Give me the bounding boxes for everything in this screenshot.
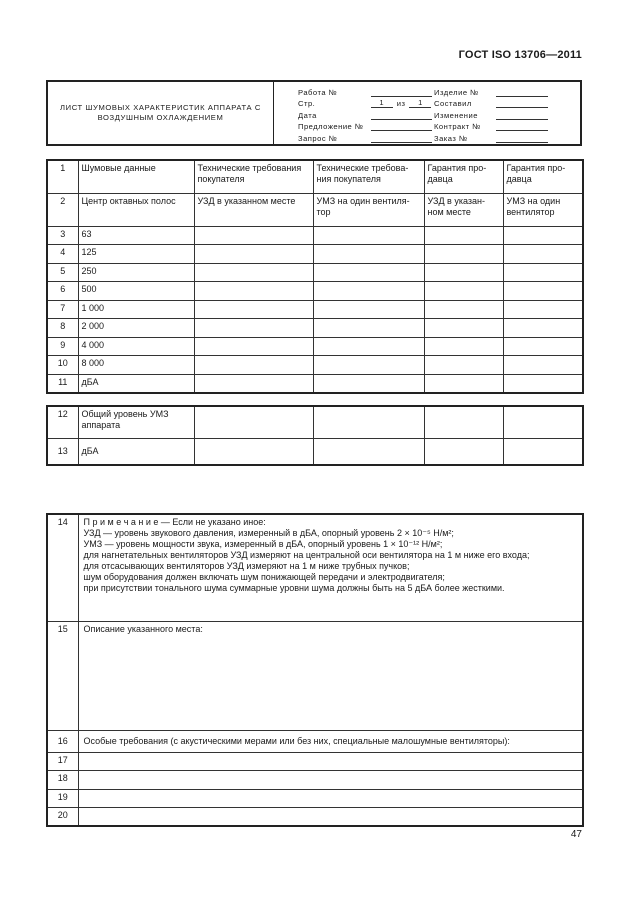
table-subheader-row: 2 Центр октавных полос УЗД в указанном месте УМЗ на один вентиля-тор УЗД в указан-ном месте УМЗ на один вентилятор xyxy=(47,193,583,226)
field-work-no: Работа № xyxy=(298,85,432,97)
empty-cell[interactable] xyxy=(194,438,313,465)
empty-cell[interactable] xyxy=(424,406,503,438)
empty-cell[interactable] xyxy=(313,374,424,393)
table-row: 9 4 000 xyxy=(47,337,583,356)
empty-cell[interactable] xyxy=(194,226,313,245)
octave-rows xyxy=(47,226,583,393)
standard-designation: ГОСТ ISO 13706—2011 xyxy=(458,49,582,61)
field-order-no: Заказ № xyxy=(434,131,580,143)
empty-cell[interactable] xyxy=(78,752,583,771)
empty-cell[interactable] xyxy=(194,263,313,282)
field-date: Дата xyxy=(298,108,432,120)
empty-cell[interactable] xyxy=(503,337,583,356)
empty-cell[interactable] xyxy=(194,300,313,319)
empty-cell[interactable] xyxy=(424,319,503,338)
empty-cell[interactable] xyxy=(78,771,583,790)
empty-cell[interactable] xyxy=(194,374,313,393)
field-contract-no: Контракт № xyxy=(434,120,580,132)
field-page: Стр. 1 из 1 xyxy=(298,97,432,109)
location-description-row: 15 Описание указанного места: xyxy=(47,621,583,730)
table-row: 6 500 xyxy=(47,282,583,301)
empty-cell[interactable] xyxy=(313,263,424,282)
empty-cell[interactable] xyxy=(503,300,583,319)
empty-cell[interactable] xyxy=(194,406,313,438)
header-left-fields xyxy=(274,82,432,144)
table-row: 3 63 xyxy=(47,226,583,245)
field-request-no: Запрос № xyxy=(298,131,432,143)
blank-line xyxy=(496,111,548,120)
blank-line xyxy=(496,88,548,97)
blank-row: 20 xyxy=(47,808,583,827)
blank-line xyxy=(371,134,432,143)
field-compiled-by: Составил xyxy=(434,97,580,109)
empty-cell[interactable] xyxy=(313,438,424,465)
empty-cell[interactable] xyxy=(424,300,503,319)
overall-level-table xyxy=(46,405,584,466)
empty-cell[interactable] xyxy=(78,789,583,808)
empty-cell[interactable] xyxy=(313,356,424,375)
empty-cell[interactable] xyxy=(424,245,503,264)
page-of-page: 1 из 1 xyxy=(371,98,432,108)
empty-cell[interactable] xyxy=(424,438,503,465)
empty-cell[interactable] xyxy=(424,282,503,301)
empty-cell[interactable] xyxy=(194,245,313,264)
empty-cell[interactable] xyxy=(503,282,583,301)
empty-cell[interactable] xyxy=(78,808,583,827)
blank-line xyxy=(496,134,548,143)
header-right-fields xyxy=(432,82,580,144)
notes-table xyxy=(46,513,584,827)
empty-cell[interactable] xyxy=(503,438,583,465)
empty-cell[interactable] xyxy=(424,226,503,245)
blank-row: 19 xyxy=(47,789,583,808)
field-item-no: Изделие № xyxy=(434,85,580,97)
empty-cell[interactable] xyxy=(194,319,313,338)
empty-cell[interactable] xyxy=(313,406,424,438)
note-text: П р и м е ч а н и е — Если не указано иное: УЗД — уровень звукового давления, измеренный в дБА, опорный уровень 2 × 10⁻⁵ Н/м²; УМЗ — уровень мощности звука, измеренный в дБА, опорный уровень 1 × 10⁻¹² Н/м²; для нагнетательных вентиляторов УЗД измеряют на центральной оси вентилятора на 1 м ниже его входа; для отсасывающих вентиляторов УЗД измеряют на 1 м ниже трубных пучков; шум оборудования должен включать шум понижающей передачи и электродвигателя; при присутствии тонального шума суммарные уровни шума должны быть на 5 дБА более жесткими. xyxy=(78,514,583,621)
field-revision: Изменение xyxy=(434,108,580,120)
empty-cell[interactable] xyxy=(503,406,583,438)
blank-line xyxy=(496,122,548,131)
empty-cell[interactable] xyxy=(194,337,313,356)
empty-cell[interactable] xyxy=(194,356,313,375)
empty-cell[interactable] xyxy=(424,374,503,393)
empty-cell[interactable] xyxy=(313,319,424,338)
empty-cell[interactable] xyxy=(313,282,424,301)
table-row: 10 8 000 xyxy=(47,356,583,375)
form-title: ЛИСТ ШУМОВЫХ ХАРАКТЕРИСТИК АППАРАТА С ВОЗДУШНЫМ ОХЛАЖДЕНИЕМ xyxy=(48,82,274,144)
special-requirements-row: 16 Особые требования (с акустическими мерами или без них, специальные малошумные вентиляторы): xyxy=(47,730,583,752)
empty-cell[interactable] xyxy=(194,282,313,301)
blank-line xyxy=(496,99,548,108)
blank-line xyxy=(371,111,432,120)
table-row: 5 250 xyxy=(47,263,583,282)
table-header-row: 1 Шумовые данные Технические требования покупателя Технические требова-ния покупателя Гарантия про-давца Гарантия про-давца xyxy=(47,160,583,193)
blank-row: 17 xyxy=(47,752,583,771)
empty-cell[interactable] xyxy=(313,337,424,356)
empty-cell[interactable] xyxy=(503,356,583,375)
empty-cell[interactable] xyxy=(313,300,424,319)
form-header xyxy=(46,80,582,146)
table-row: 11 дБА xyxy=(47,374,583,393)
blank-line xyxy=(371,122,432,131)
page-number: 47 xyxy=(570,829,582,840)
empty-cell[interactable] xyxy=(503,319,583,338)
table-row: 7 1 000 xyxy=(47,300,583,319)
table-row: 13 дБА xyxy=(47,438,583,465)
table-row: 12 Общий уровень УМЗ аппарата xyxy=(47,406,583,438)
empty-cell[interactable] xyxy=(503,374,583,393)
blank-line xyxy=(371,88,432,97)
empty-cell[interactable] xyxy=(424,263,503,282)
empty-cell[interactable] xyxy=(313,245,424,264)
empty-cell[interactable] xyxy=(424,337,503,356)
blank-row: 18 xyxy=(47,771,583,790)
empty-cell[interactable] xyxy=(503,245,583,264)
note-row: 14 П р и м е ч а н и е — Если не указано иное: УЗД — уровень звукового давления, измеренный в дБА, опорный уровень 2 × 10⁻⁵ Н/м²; УМЗ — уровень мощности звука, измеренный в дБА, опорный уровень 1 × 10⁻¹² Н/м²; для нагнетательных вентиляторов УЗД измеряют на центральной оси вентилятора на 1 м ниже его входа; для отсасывающих вентиляторов УЗД измеряют на 1 м ниже трубных пучков; шум оборудования должен включать шум понижающей передачи и электродвигателя; при присутствии тонального шума суммарные уровни шума должны быть на 5 дБА более жесткими. xyxy=(47,514,583,621)
empty-cell[interactable] xyxy=(503,226,583,245)
noise-data-table xyxy=(46,159,584,394)
table-row: 8 2 000 xyxy=(47,319,583,338)
empty-cell[interactable] xyxy=(424,356,503,375)
empty-cell[interactable] xyxy=(503,263,583,282)
empty-cell[interactable] xyxy=(313,226,424,245)
table-row: 4 125 xyxy=(47,245,583,264)
field-proposal-no: Предложение № xyxy=(298,120,432,132)
